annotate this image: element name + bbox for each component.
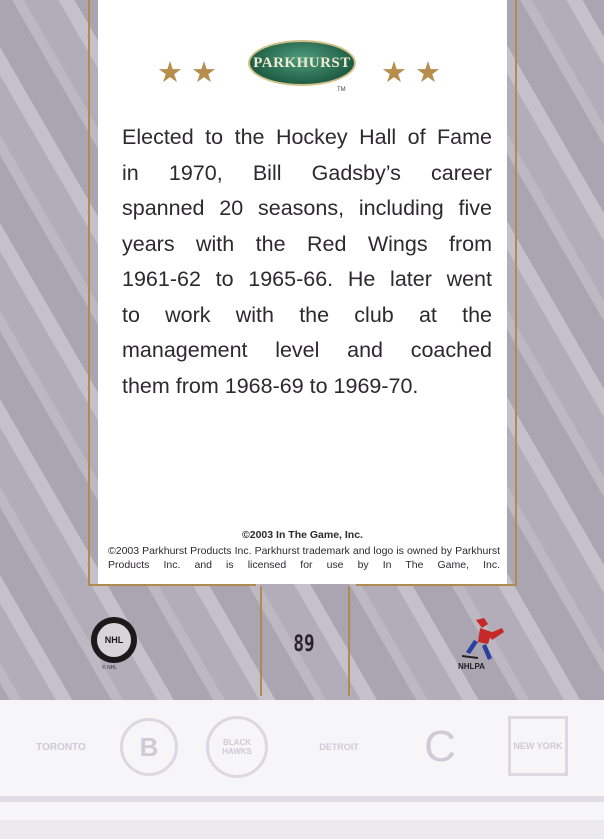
copyright-itg: ©2003 In The Game, Inc. [242, 529, 363, 541]
bio-line: to work with the club at the [122, 302, 492, 327]
chicago-logo-icon [206, 716, 268, 778]
strip-divider [0, 796, 604, 802]
nhlpa-logo-text: NHLPA [458, 662, 485, 671]
toronto-logo-icon [30, 718, 92, 776]
rangers-label: NEW YORK [513, 741, 563, 751]
trademark-mark: TM [337, 87, 346, 93]
gold-frame-right [515, 0, 517, 586]
boston-logo-icon [120, 718, 178, 776]
bio-line: them from 1968-69 to 1969-70. [122, 373, 419, 398]
gold-divider-right [348, 586, 350, 696]
rangers-logo-icon [508, 716, 568, 776]
stars-left: ★★ [157, 55, 225, 89]
bio-line: 1961-62 to 1965-66. He later went [122, 267, 492, 291]
bio-line: in 1970, Bill Gadsby’s career [122, 160, 492, 185]
toronto-label: TORONTO [36, 741, 86, 753]
card-number: 89 [293, 632, 315, 657]
detroit-logo-icon [302, 718, 376, 776]
parkhurst-logo [248, 40, 356, 86]
detroit-label: DETROIT [319, 742, 359, 752]
boston-label: B [139, 731, 159, 762]
bio-line: management level and coached [122, 338, 492, 362]
montreal-logo-icon [408, 718, 472, 776]
nhl-copyright: © NHL [102, 665, 118, 671]
nhl-shield-icon [91, 617, 137, 663]
montreal-label: C [424, 722, 456, 771]
bio-line: Elected to the Hockey Hall of Fame [122, 125, 492, 149]
chicago-label: BLACK HAWKS [222, 738, 252, 756]
bio-line: spanned 20 seasons, including five [122, 196, 492, 220]
parkhurst-logo-text: PARKHURST [253, 54, 351, 71]
gold-divider-left [260, 586, 262, 696]
gold-frame-left [88, 0, 90, 586]
strip-bottom-band [0, 820, 604, 839]
stars-right: ★★ [381, 55, 449, 89]
copyright-parkhurst: ©2003 Parkhurst Products Inc. Parkhurst trademark and logo is owned by Parkhurst Products Inc. and is licensed for use by In The Game, Inc. [108, 545, 500, 571]
nhl-logo-text: NHL [97, 623, 131, 657]
bio-line: years with the Red Wings from [122, 231, 492, 256]
